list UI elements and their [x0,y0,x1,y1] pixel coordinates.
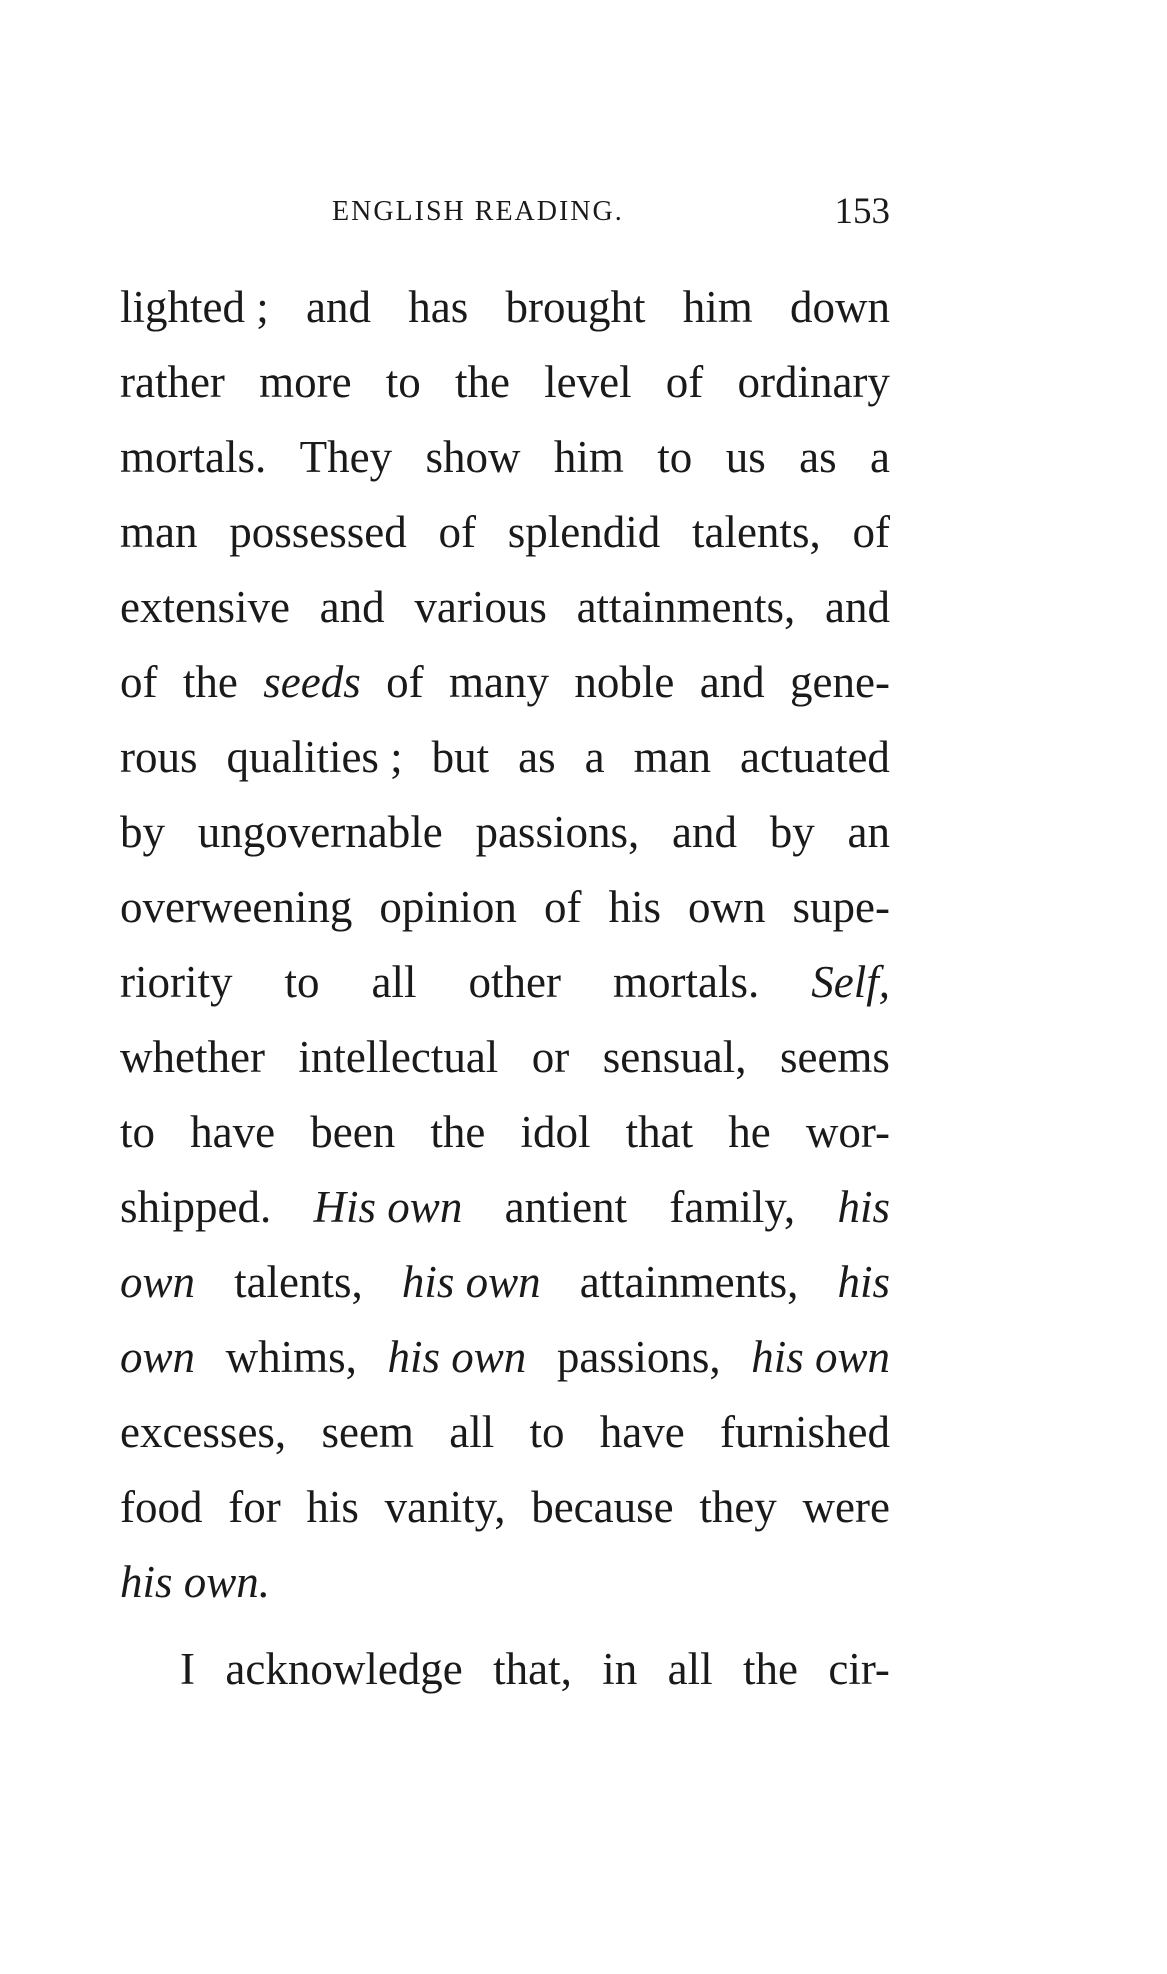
italic-word: his own [401,1257,541,1307]
word: and [305,282,371,332]
word: rather [120,357,225,407]
word: attainments, [576,582,796,632]
word: an [847,807,890,857]
word: talents, [691,507,821,557]
word: been [310,1107,396,1157]
word: ordinary [737,357,890,407]
italic-word: his [837,1182,890,1232]
word: They [299,432,393,482]
word: man [120,507,198,557]
word: to [120,1107,156,1157]
word: overweening [120,882,353,932]
text-line [120,270,890,345]
word: actuated [740,732,890,782]
word: whether [120,1032,265,1082]
word: of [543,882,582,932]
italic-word: His own [313,1182,463,1232]
word: qualities ; [226,732,403,782]
text-line [120,570,890,645]
word: whims, [225,1332,357,1382]
word: they [699,1482,777,1532]
word: various [414,582,547,632]
word: other [468,957,561,1007]
italic-word: seeds [263,657,361,707]
word: and [319,582,385,632]
word: many [448,657,549,707]
word: the [454,357,510,407]
word: for [228,1482,281,1532]
word: and [824,582,890,632]
word: were [802,1482,890,1532]
word: attainments, [579,1257,799,1307]
word: idol [520,1107,591,1157]
word: level [544,357,632,407]
word: possessed [229,507,407,557]
word: man [633,732,712,782]
text-line [120,1170,890,1245]
word: all [667,1644,713,1694]
text-line [120,420,890,495]
word: wor- [805,1107,890,1157]
word: splendid [507,507,661,557]
page-header [120,191,890,240]
word: or [531,1032,570,1082]
word: but [431,732,490,782]
italic-word: his own [387,1332,527,1382]
word: to [529,1407,565,1457]
italic-word: own [120,1332,196,1382]
word: riority [120,957,233,1007]
word: that [625,1107,694,1157]
word: sensual, [602,1032,747,1082]
word: him [682,282,753,332]
word: he [728,1107,771,1157]
word: supe- [792,882,890,932]
word: lighted ; [120,282,269,332]
text-line [120,1020,890,1095]
italic-word: his [837,1257,890,1307]
word: noble [574,657,675,707]
word: family, [669,1182,796,1232]
word: vanity, [384,1482,506,1532]
word: in [602,1644,638,1694]
word: by [769,807,815,857]
word: show [425,432,521,482]
word: mortals. [613,957,760,1007]
word: rous [120,732,198,782]
word: seem [321,1407,414,1457]
text-line [120,1245,890,1320]
word: mortals. [120,432,267,482]
word: us [725,432,766,482]
word: passions, [475,807,640,857]
text-line [120,645,890,720]
word: the [743,1644,798,1694]
word: as [518,732,556,782]
word: his [608,882,661,932]
word: seems [779,1032,890,1082]
text-line [120,720,890,795]
word: of [852,507,890,557]
word: of [438,507,476,557]
word: food [120,1482,203,1532]
word: all [449,1407,495,1457]
word: the [430,1107,486,1157]
word: his [306,1482,359,1532]
word: of [386,657,424,707]
word: acknowledge [225,1644,463,1694]
text-line [120,1095,890,1170]
word: ungovernable [197,807,443,857]
word: of [665,357,704,407]
word: I [180,1644,195,1694]
italic-word: his own [751,1332,890,1382]
word: has [408,282,469,332]
text-line [120,345,890,420]
word: the [182,657,238,707]
word: of [120,657,158,707]
word: to [385,357,421,407]
text-line [120,870,890,945]
text-line [120,1320,890,1395]
word: that, [493,1644,572,1694]
word: have [599,1407,685,1457]
word: all [371,957,417,1007]
word: and [699,657,765,707]
italic-word: his own. [120,1557,271,1607]
word: because [531,1482,674,1532]
body-text [120,270,890,1707]
page-number: 153 [834,191,890,232]
word: him [553,432,624,482]
word: have [190,1107,276,1157]
text-line [120,1632,890,1707]
word: antient [504,1182,628,1232]
italic-word: own [120,1257,196,1307]
word: brought [505,282,646,332]
running-head: ENGLISH READING. [332,196,624,227]
text-line [120,495,890,570]
text-line [120,1395,890,1470]
word: passions, [556,1332,721,1382]
word: cir- [828,1644,890,1694]
word: and [671,807,737,857]
italic-word: Self, [811,957,890,1007]
word: extensive [120,582,290,632]
word: gene- [790,657,890,707]
word: down [789,282,890,332]
word: a [870,432,890,482]
word: as [799,432,837,482]
word: excesses, [120,1407,287,1457]
word: to [284,957,320,1007]
word: furnished [720,1407,890,1457]
word: shipped. [120,1182,272,1232]
text-line [120,1470,890,1545]
text-line [120,1545,890,1620]
word: by [120,807,165,857]
word: own [688,882,766,932]
text-line [120,795,890,870]
word: intellectual [298,1032,499,1082]
word: opinion [379,882,517,932]
word: talents, [234,1257,363,1307]
word: a [584,732,605,782]
text-line [120,945,890,1020]
word: to [657,432,693,482]
word: more [259,357,352,407]
